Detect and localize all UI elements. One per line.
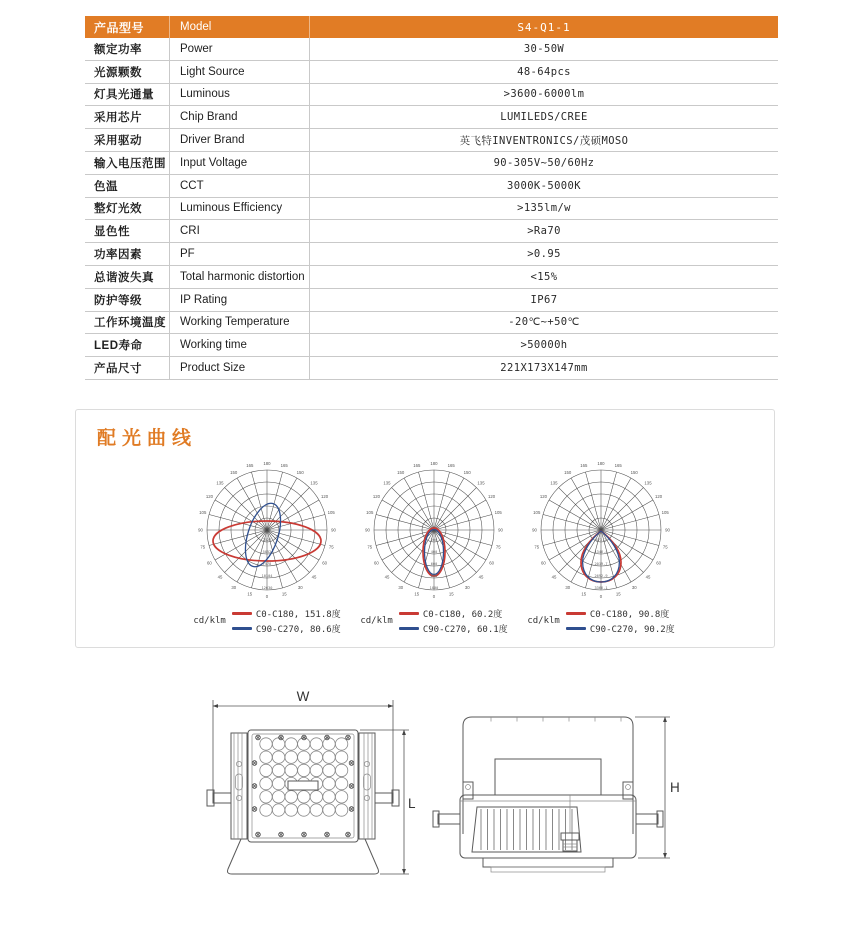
svg-text:45: 45: [384, 574, 390, 580]
legend-entry: [399, 622, 508, 635]
row-cn-label: 防护等级: [85, 289, 170, 311]
spec-table-header-row: [85, 16, 778, 38]
dimension-h-label: H: [670, 780, 680, 795]
legend-unit: cd/klm: [527, 616, 560, 626]
polar-chart: [526, 455, 676, 635]
svg-text:90: 90: [331, 527, 336, 533]
svg-text:75: 75: [662, 544, 668, 550]
row-value: -20℃~+50℃: [508, 316, 580, 329]
row-value: 30-50W: [523, 42, 565, 55]
polar-charts-row: [192, 455, 676, 635]
header-model-value: S4-Q1-1: [517, 20, 571, 34]
chart-legend: [527, 607, 674, 635]
legend-entry: [566, 622, 675, 635]
row-cn-label: 输入电压范围: [85, 152, 170, 174]
section-title: 配光曲线: [97, 428, 198, 449]
table-row: [85, 84, 778, 107]
svg-text:105: 105: [494, 510, 502, 516]
svg-text:90: 90: [198, 527, 203, 533]
svg-text:0: 0: [599, 593, 603, 599]
svg-text:0: 0: [432, 593, 436, 599]
svg-text:135: 135: [477, 480, 485, 486]
heatsink-fins: [481, 809, 572, 850]
table-row: [85, 175, 778, 198]
svg-text:135: 135: [644, 480, 652, 486]
svg-text:75: 75: [328, 544, 334, 550]
row-cn-label: 工作环境温度: [85, 312, 170, 334]
svg-text:1000: 1000: [429, 585, 439, 590]
table-row: [85, 106, 778, 129]
svg-text:105: 105: [327, 510, 335, 516]
row-en-label: Total harmonic distortion: [170, 266, 310, 288]
row-value: >135lm/w: [517, 202, 571, 215]
row-en-label: Luminous Efficiency: [170, 198, 310, 220]
front-view-drawing: [188, 686, 418, 891]
svg-text:165: 165: [580, 463, 588, 469]
row-value: IP67: [530, 293, 558, 306]
table-row: [85, 334, 778, 357]
row-en-label: Luminous: [170, 84, 310, 106]
svg-text:15: 15: [615, 591, 621, 597]
svg-text:105: 105: [366, 510, 374, 516]
svg-text:10104: 10104: [261, 573, 273, 578]
svg-text:30: 30: [297, 584, 303, 590]
legend-unit: cd/klm: [193, 616, 226, 626]
svg-text:120: 120: [372, 494, 380, 500]
chart-legend: [193, 607, 340, 635]
legend-entry: [232, 622, 341, 635]
svg-text:30: 30: [631, 584, 637, 590]
row-cn-label: LED寿命: [85, 334, 170, 356]
row-cn-label: 采用驱动: [85, 129, 170, 151]
row-value: >3600-6000lm: [503, 88, 585, 101]
row-en-label: Product Size: [170, 357, 310, 379]
svg-text:30: 30: [464, 584, 470, 590]
row-cn-label: 显色性: [85, 220, 170, 242]
legend-label: C0-C180, 151.8度: [255, 610, 341, 620]
row-value: 3000K-5000K: [507, 179, 581, 192]
header-en-label: Model: [170, 16, 310, 38]
svg-text:180: 180: [430, 460, 438, 466]
legend-label: C90-C270, 80.6度: [255, 625, 341, 635]
svg-text:45: 45: [217, 574, 223, 580]
svg-text:165: 165: [413, 463, 421, 469]
dimension-w-label: W: [296, 689, 310, 704]
table-row: [85, 61, 778, 84]
svg-text:7578: 7578: [262, 561, 272, 566]
legend-color-swatch: [232, 627, 252, 630]
legend-label: C0-C180, 60.2度: [422, 610, 503, 620]
svg-text:165: 165: [246, 463, 254, 469]
spec-table: [85, 16, 778, 380]
svg-text:180: 180: [263, 460, 271, 466]
row-en-label: CRI: [170, 220, 310, 242]
svg-text:1346.4: 1346.4: [594, 549, 608, 554]
svg-text:673.2: 673.2: [595, 537, 607, 542]
svg-text:800: 800: [430, 573, 438, 578]
row-en-label: PF: [170, 243, 310, 265]
row-value: >Ra70: [527, 225, 561, 238]
polar-chart-svg: [359, 455, 509, 605]
svg-text:120: 120: [539, 494, 547, 500]
dimension-l-label: L: [408, 796, 416, 811]
row-en-label: IP Rating: [170, 289, 310, 311]
svg-text:600: 600: [430, 561, 438, 566]
svg-text:75: 75: [200, 544, 206, 550]
svg-text:105: 105: [661, 510, 669, 516]
row-cn-label: 产品尺寸: [85, 357, 170, 379]
legend-color-swatch: [399, 612, 419, 615]
legend-entry: [566, 607, 675, 620]
polar-chart: [359, 455, 509, 635]
row-cn-label: 额定功率: [85, 38, 170, 60]
row-value: <15%: [530, 270, 558, 283]
svg-text:120: 120: [205, 494, 213, 500]
svg-text:75: 75: [367, 544, 373, 550]
table-row: [85, 312, 778, 335]
side-view-svg: [425, 686, 683, 891]
svg-text:60: 60: [322, 560, 327, 566]
polar-chart-svg: [526, 455, 676, 605]
svg-text:150: 150: [463, 469, 471, 475]
svg-text:90: 90: [665, 527, 670, 533]
svg-text:15: 15: [414, 591, 420, 597]
header-cn-label: 产品型号: [85, 16, 170, 38]
svg-text:15: 15: [581, 591, 587, 597]
svg-text:150: 150: [230, 469, 238, 475]
svg-text:90: 90: [532, 527, 537, 533]
svg-text:135: 135: [216, 480, 224, 486]
svg-text:15: 15: [448, 591, 454, 597]
row-cn-label: 功率因素: [85, 243, 170, 265]
svg-text:30: 30: [231, 584, 237, 590]
row-cn-label: 灯具光通量: [85, 84, 170, 106]
svg-text:30: 30: [398, 584, 404, 590]
polar-chart-svg: [192, 455, 342, 605]
svg-text:400: 400: [430, 549, 438, 554]
svg-text:165: 165: [614, 463, 622, 469]
svg-text:90: 90: [365, 527, 370, 533]
svg-text:3366.1: 3366.1: [594, 585, 608, 590]
svg-text:60: 60: [207, 560, 212, 566]
svg-text:120: 120: [488, 494, 496, 500]
legend-label: C90-C270, 60.1度: [422, 625, 508, 635]
svg-text:150: 150: [630, 469, 638, 475]
svg-text:150: 150: [397, 469, 405, 475]
svg-text:200: 200: [430, 537, 438, 542]
svg-text:90: 90: [498, 527, 503, 533]
svg-text:165: 165: [447, 463, 455, 469]
svg-text:15: 15: [281, 591, 287, 597]
legend-unit: cd/klm: [360, 616, 393, 626]
chart-legend: [360, 607, 507, 635]
svg-text:150: 150: [564, 469, 572, 475]
table-row: [85, 38, 778, 61]
svg-text:135: 135: [550, 480, 558, 486]
svg-text:5052: 5052: [262, 549, 272, 554]
row-en-label: Light Source: [170, 61, 310, 83]
svg-text:12630: 12630: [261, 585, 273, 590]
svg-text:120: 120: [655, 494, 663, 500]
legend-entry: [399, 607, 508, 620]
svg-text:60: 60: [489, 560, 494, 566]
row-en-label: Working Temperature: [170, 312, 310, 334]
legend-color-swatch: [566, 612, 586, 615]
row-en-label: CCT: [170, 175, 310, 197]
row-value: 英飞特INVENTRONICS/茂硕MOSO: [459, 134, 629, 147]
legend-color-swatch: [232, 612, 252, 615]
svg-text:2526: 2526: [262, 537, 272, 542]
row-cn-label: 整灯光效: [85, 198, 170, 220]
row-en-label: Power: [170, 38, 310, 60]
svg-text:135: 135: [310, 480, 318, 486]
table-row: [85, 129, 778, 152]
svg-text:60: 60: [541, 560, 546, 566]
svg-text:105: 105: [533, 510, 541, 516]
table-row: [85, 198, 778, 221]
svg-text:135: 135: [383, 480, 391, 486]
polar-chart: [192, 455, 342, 635]
svg-text:30: 30: [565, 584, 571, 590]
svg-text:75: 75: [534, 544, 540, 550]
svg-text:60: 60: [374, 560, 379, 566]
table-row: [85, 289, 778, 312]
row-cn-label: 光源颗数: [85, 61, 170, 83]
legend-label: C0-C180, 90.8度: [589, 610, 670, 620]
row-value: 90-305V~50/60Hz: [493, 156, 595, 169]
table-row: [85, 357, 778, 380]
svg-text:45: 45: [551, 574, 557, 580]
legend-color-swatch: [399, 627, 419, 630]
svg-text:150: 150: [296, 469, 304, 475]
legend-label: C90-C270, 90.2度: [589, 625, 675, 635]
svg-text:45: 45: [311, 574, 317, 580]
legend-color-swatch: [566, 627, 586, 630]
svg-text:2692.9: 2692.9: [594, 573, 608, 578]
row-en-label: Working time: [170, 334, 310, 356]
svg-text:105: 105: [199, 510, 207, 516]
row-cn-label: 总谐波失真: [85, 266, 170, 288]
row-value: >0.95: [527, 248, 561, 261]
row-cn-label: 采用芯片: [85, 106, 170, 128]
row-en-label: Input Voltage: [170, 152, 310, 174]
table-row: [85, 243, 778, 266]
svg-text:180: 180: [597, 460, 605, 466]
table-row: [85, 220, 778, 243]
row-cn-label: 色温: [85, 175, 170, 197]
svg-text:45: 45: [478, 574, 484, 580]
row-en-label: Chip Brand: [170, 106, 310, 128]
row-value: 48-64pcs: [517, 65, 571, 78]
spec-table-body: [85, 38, 778, 380]
table-row: [85, 152, 778, 175]
table-row: [85, 266, 778, 289]
svg-text:2019.7: 2019.7: [594, 561, 608, 566]
svg-text:60: 60: [656, 560, 661, 566]
svg-text:165: 165: [280, 463, 288, 469]
row-value: >50000h: [520, 339, 568, 352]
row-value: LUMILEDS/CREE: [500, 111, 588, 124]
svg-text:75: 75: [495, 544, 501, 550]
row-en-label: Driver Brand: [170, 129, 310, 151]
svg-text:15: 15: [247, 591, 253, 597]
light-distribution-section: [75, 409, 775, 648]
svg-text:120: 120: [321, 494, 329, 500]
side-view-drawing: [425, 686, 683, 891]
led-array: [260, 738, 348, 816]
legend-entry: [232, 607, 341, 620]
svg-text:45: 45: [645, 574, 651, 580]
front-view-svg: [188, 686, 418, 891]
svg-text:0: 0: [265, 593, 269, 599]
row-value: 221X173X147mm: [500, 362, 588, 375]
